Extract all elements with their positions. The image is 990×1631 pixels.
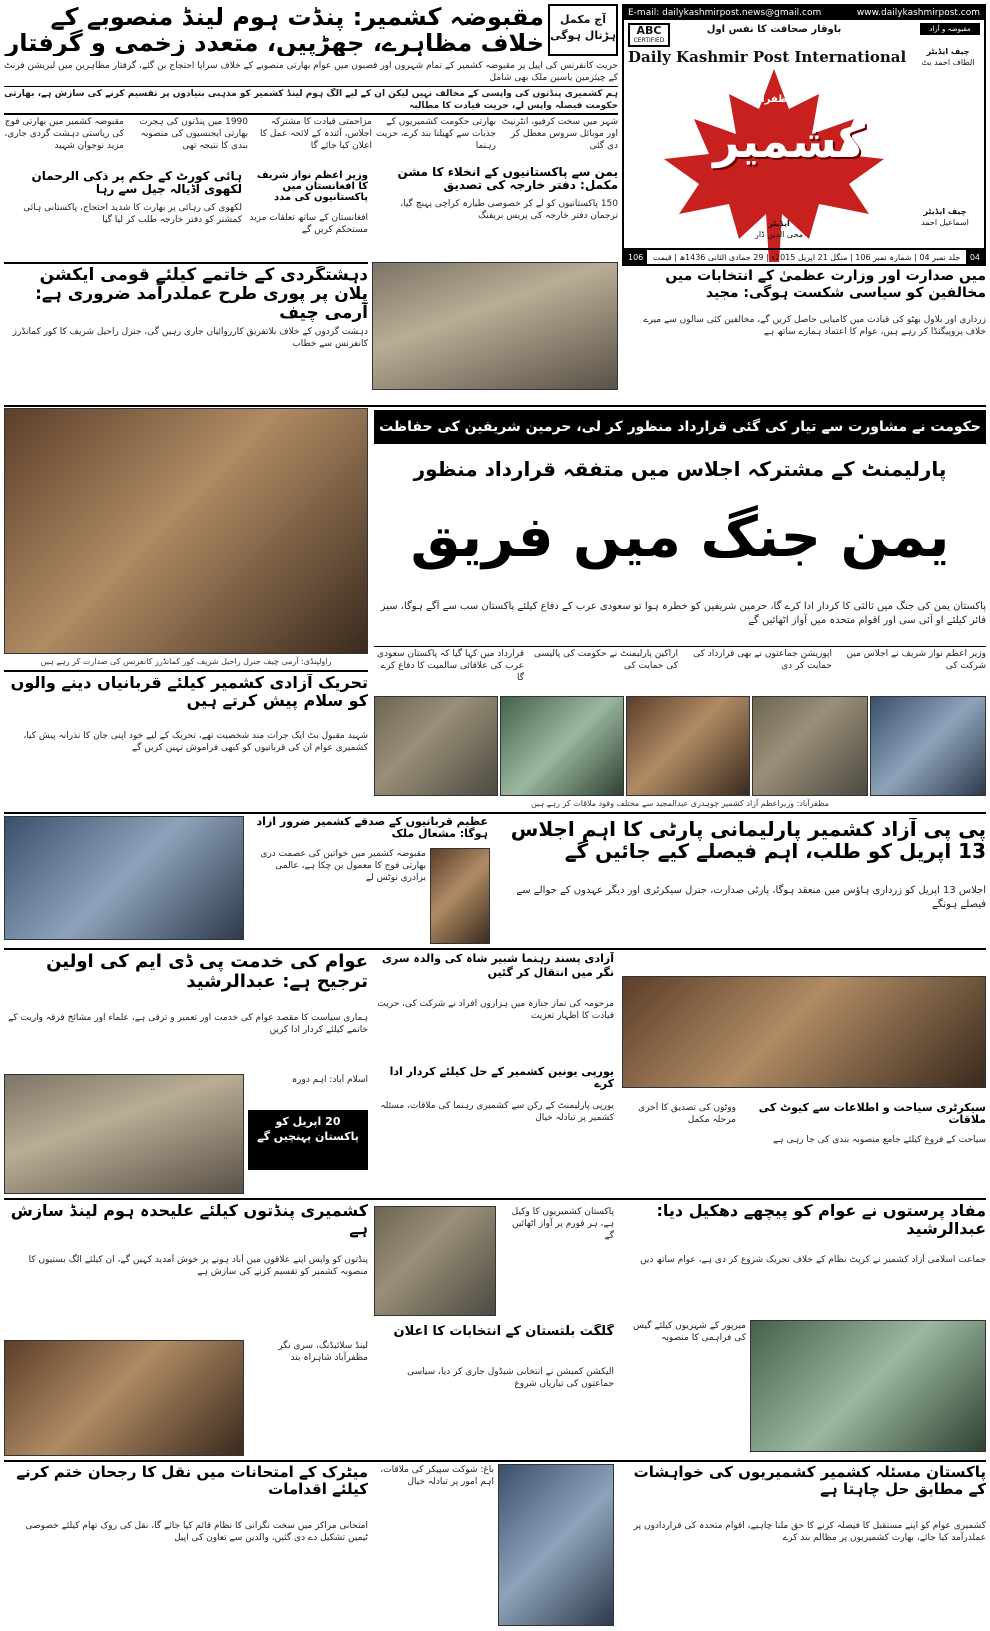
- date-text: جلد نمبر 04 | شمارہ نمبر 106 | منگل 21 اپریل 2015ء | 29 جمادی الثانی 1436ھ | قیمت: [652, 253, 961, 262]
- divider: [4, 948, 986, 950]
- gilgit-headline: گلگت بلتستان کے انتخابات کا اعلان: [393, 1324, 614, 1339]
- masthead: [622, 4, 986, 266]
- meeting-caption: مظفرآباد: وزیراعظم آزاد کشمیر چوہدری عبدالمجید سے مختلف وفود ملاقات کر رہے ہیں: [530, 799, 830, 808]
- ppp-body: اجلاس 13 اپریل کو زرداری ہاؤس میں منعقد ہوگا، پارٹی صدارت، جنرل سیکرٹری اور دیگر عہدوں کے حوالے سے فیصلے ہونگے: [516, 885, 986, 910]
- bottom-left-headline: میٹرک کے امتحانات میں نقل کا رجحان ختم کرنے کیلئے اقدامات: [16, 1464, 368, 1498]
- col-b-headline: ہائی کورٹ کے حکم پر ذکی الرحمان لکھوی اڈیالہ جیل سے رہا: [31, 170, 242, 197]
- top-body: حریت کانفرنس کی اپیل پر مقبوضہ کشمیر کے تمام شہروں اور قصبوں میں عوام بھارتی منصوبے کے خلاف سراپا احتجاج بن گئے، گرفتار مظاہرین میں لبریشن فرنٹ کے چیئرمین یاسین ملک بھی شامل: [4, 61, 618, 83]
- divider: [4, 405, 986, 407]
- main-col: اپوزیشن جماعتوں نے بھی قرارداد کی حمایت کر دی: [693, 649, 832, 671]
- protest-photo: [372, 262, 618, 390]
- small-title: روزنامہ: [872, 124, 904, 135]
- woman-body: مقبوضہ کشمیر میں خواتین کی عصمت دری بھارتی فوج کا معمول بن چکا ہے، عالمی برادری نوٹس لے: [260, 849, 426, 883]
- main-sub-headline: پارلیمنٹ کے مشترکہ اجلاس میں متفقہ قرارداد منظور: [413, 457, 947, 481]
- eu-body: یورپی پارلیمنٹ کے رکن سے کشمیری رہنما کی ملاقات، مسئلہ کشمیر پر تبادلہ خیال: [380, 1101, 614, 1123]
- mafia-headline: مفاد پرستوں نے عوام کو پیچھے دھکیل دیا: عبدالرشید: [656, 1202, 986, 1238]
- main-col: اراکین پارلیمنٹ نے حکومت کی پالیسی کی حمایت کی: [534, 649, 678, 671]
- col-b-body: لکھوی کی رہائی پر بھارت کا شدید احتجاج، پاکستانی ہائی کمشنر کو دفتر خارجہ طلب کر لیا گیا: [23, 203, 242, 225]
- tagline-text: مقبوضہ و آزاد: [929, 25, 971, 33]
- top-badge: [548, 4, 618, 56]
- azad-body: شہید مقبول بٹ ایک جرات مند شخصیت تھے، تحریک کے لیے خود اپنی جان کا نذرانہ پیش کیا، کشمیری عوام ان کی قربانیوں کو کبھی فراموش نہیں کریں گے: [23, 731, 368, 753]
- subtitle: مظفرآباد: [748, 94, 794, 105]
- votes-story: ووٹوں کی تصدیق کا آخری مرحلہ مکمل: [638, 1103, 736, 1125]
- pandit2-headline: کشمیری پنڈتوں کیلئے علیحدہ ہوم لینڈ سازش ہے: [10, 1202, 368, 1238]
- story-col: بھارتی حکومت کشمیریوں کے جذبات سے کھیلنا بند کرے، حریت رہنما: [376, 117, 496, 151]
- meeting-photo: [870, 696, 986, 796]
- pandit2-body: پنڈتوں کو واپس اپنے علاقوں میں آباد ہونے پر خوش آمدید کہیں گے، ان کیلئے الگ بستیوں کا منصوبہ کشمیر کو تقسیم کرنے کی سازش ہے: [28, 1255, 368, 1277]
- main-col: وزیر اعظم نواز شریف نے اجلاس میں شرکت کی: [846, 649, 986, 671]
- chief-editor-name: الطاف احمد بٹ: [921, 58, 975, 67]
- event-photo: [4, 816, 244, 940]
- meeting-photo: [626, 696, 750, 796]
- woman-photo: [430, 848, 490, 944]
- abc-label: ABC: [636, 24, 662, 37]
- top-sub: ہم کشمیری پنڈتوں کی واپسی کے مخالف نہیں لیکن ان کے لیے الگ ہوم لینڈ کشمیر کو مذہبی بنیادوں پر تقسیم کرنے کی سازش ہے، بھارتی حکومت فیصلہ واپس لے، حریت قیادت کا مطالبہ: [4, 89, 618, 111]
- abc-badge: [628, 23, 670, 47]
- resident-block: [910, 206, 980, 228]
- english-name: Daily Kashmir Post International: [628, 48, 907, 66]
- website-text: www.dailykashmirpost.com: [856, 8, 980, 18]
- divider: [4, 1198, 986, 1200]
- masthead-email: [624, 6, 984, 20]
- chief-editor-block: [916, 46, 980, 68]
- awam-headline: عوام کی خدمت پی ڈی ایم کی اولین ترجیح ہے: عبدالرشید: [46, 952, 368, 992]
- story-col: مزاحمتی قیادت کا مشترکہ اجلاس، آئندہ کے لائحہ عمل کا اعلان کیا جائے گا: [259, 117, 372, 151]
- abc-sub: CERTIFIED: [633, 37, 665, 44]
- side-story: میرپور کے شہریوں کیلئے گیس کی فراہمی کا منصوبہ: [633, 1321, 746, 1343]
- tourism-headline: سیکرٹری سیاحت و اطلاعات سے کیوٹ کی ملاقات: [758, 1102, 986, 1127]
- azad-headline: تحریک آزادی کشمیر کیلئے قربانیاں دینے والوں کو سلام پیش کرتے ہیں: [10, 674, 368, 710]
- editor-label: ایڈیٹر: [768, 219, 790, 228]
- main-photo-caption: راولپنڈی: آرمی چیف جنرل راحیل شریف کور کمانڈرز کانفرنس کی صدارت کر رہے ہیں: [40, 657, 332, 666]
- col-a-headline: یمن سے پاکستانیوں کے انخلاء کا مشن مکمل: دفتر خارجہ کی تصدیق: [397, 166, 618, 193]
- main-photo: [4, 408, 368, 654]
- leaders-photo: [374, 1206, 496, 1316]
- april-box: 20 اپریل کو پاکستان پہنچیں گے: [248, 1110, 368, 1170]
- gilgit-body: الیکشن کمیشن نے انتخابی شیڈول جاری کر دیا، سیاسی جماعتوں کی تیاریاں شروع: [407, 1367, 614, 1389]
- col-c-body: افغانستان کے ساتھ تعلقات مزید مستحکم کریں گے: [249, 213, 368, 235]
- army-headline: دہشتگردی کے خاتمے کیلئے قومی ایکشن پلان پر پوری طرح عملدرآمد ضروری ہے: آرمی چیف: [35, 266, 368, 322]
- army-body: دہشت گردوں کے خلاف بلاتفریق کارروائیاں جاری رہیں گی، جنرل راحیل شریف کا کور کمانڈرز کانفرنس سے خطاب: [12, 327, 368, 349]
- ceremony-photo: [750, 1320, 986, 1452]
- woman-headline: عظیم قربانیوں کے صدقے کشمیر ضرور آزاد ہوگا: مشعال ملک: [256, 816, 488, 841]
- desk-photo: [4, 1340, 244, 1456]
- story-col: شہر میں سخت کرفیو، انٹرنیٹ اور موبائل سروس معطل کر دی گئی: [501, 117, 618, 151]
- office-photo: [622, 976, 986, 1088]
- meeting-photo: [374, 696, 498, 796]
- main-col: قرارداد میں کہا گیا کہ پاکستان سعودی عرب کی علاقائی سالمیت کا دفاع کرے گا: [377, 649, 524, 683]
- bottom-mid-story: باغ: شوکت سپیکر کی ملاقات، اہم امور پر تبادلہ خیال: [380, 1465, 494, 1487]
- vol-left: 106: [624, 250, 647, 264]
- divider: [4, 113, 618, 115]
- family-photo: [4, 1074, 244, 1194]
- top-right-headline: مقبوضہ کشمیر: پنڈت ہوم لینڈ منصوبے کے خلاف مظاہرے، جھڑپیں، متعدد زخمی و گرفتار: [5, 4, 544, 56]
- kanwal-body: مرحومہ کی نماز جنازہ میں ہزاروں افراد نے شرکت کی، حریت قیادت کا اظہار تعزیت: [377, 999, 614, 1021]
- email-text: E-mail: dailykashmirpost.news@gmail.com: [628, 8, 822, 18]
- story-col: مقبوضہ کشمیر میں بھارتی فوج کی ریاستی دہشت گردی جاری، مزید نوجوان شہید: [4, 117, 124, 151]
- resident-name: اسماعیل احمد: [921, 218, 969, 227]
- bottom-left-body: امتحانی مراکز میں سخت نگرانی کا نظام قائم کیا جائے گا، نقل کی روک تھام کیلئے خصوصی ٹیمیں تشکیل دے دی گئیں، والدین سے تعاون کی اپیل: [25, 1521, 368, 1543]
- tourism-body: سیاحت کے فروغ کیلئے جامع منصوبہ بندی کی جا رہی ہے: [773, 1135, 986, 1145]
- main-body: پاکستان یمن کی جنگ میں ثالثی کا کردار ادا کرے گا، حرمین شریفین کو خطرہ ہوا تو سعودی عرب کے دفاع کیلئے پاکستان سب سے آگے ہوگا، سیز فائر کیلئے او آئی سی اور اقوام متحدہ میں آواز اٹھائیں گے: [380, 601, 986, 626]
- main-top-banner: حکومت نے مشاورت سے تیار کی گئی قرارداد منظور کر لی، حرمین شریفین کی حفاظت: [374, 410, 986, 444]
- col-c-headline: وزیر اعظم نواز شریف کا افغانستان میں پاکستانیوں کی مدد: [256, 170, 368, 203]
- side-story: اسلام آباد: اہم دورہ: [291, 1075, 368, 1085]
- top-badge-text: آج مکمل ہڑتال ہوگی: [550, 13, 616, 42]
- meeting-photo: [752, 696, 868, 796]
- divider: [4, 670, 368, 672]
- vol-right: 04: [966, 250, 984, 264]
- date-line: [624, 248, 984, 264]
- right-story: پاکستان کشمیریوں کا وکیل ہے، ہر فورم پر آواز اٹھائیں گے: [511, 1207, 614, 1241]
- slogan: باوقار صحافت کا نفس اول: [706, 24, 842, 35]
- chief-editor-label: چیف ایڈیٹر: [926, 47, 970, 56]
- mafia-body: جماعت اسلامی آزاد کشمیر نے کرپٹ نظام کے خلاف تحریک شروع کر دی ہے، عوام ساتھ دیں: [640, 1255, 986, 1265]
- editor-name: محی الدین ڈار: [754, 230, 804, 239]
- urdu-name: کشمیر: [713, 114, 865, 168]
- kanwal-headline: آزادی پسند رہنما شبیر شاہ کی والدہ سری نگر میں انتقال کر گئیں: [381, 952, 614, 979]
- story-col: 1990 میں پنڈتوں کی ہجرت بھارتی ایجنسیوں کی منصوبہ بندی کا نتیجہ تھی: [139, 117, 248, 151]
- ppp-headline: پی پی آزاد کشمیر پارلیمانی پارٹی کا اہم اجلاس 13 اپریل کو طلب، اہم فیصلے کیے جائیں گے: [510, 818, 986, 863]
- divider: [4, 812, 986, 814]
- president-body: زرداری اور بلاول بھٹو کی قیادت میں کامیابی حاصل کریں گے، مخالفین کئی سالوں سے میرے خلاف پروپیگنڈا کر رہے ہیں، عوام کا اعتماد ہمارے ساتھ ہے: [643, 315, 986, 337]
- awam-body: ہماری سیاست کا مقصد عوام کی خدمت اور تعمیر و ترقی ہے، علماء اور مشائخ فرقہ واریت کے خاتمے کیلئے کردار ادا کریں: [8, 1013, 368, 1035]
- editor-block: [744, 218, 814, 240]
- eu-headline: یورپی یونین کشمیر کے حل کیلئے کردار ادا کرے: [389, 1066, 614, 1091]
- meeting-photo: [500, 696, 624, 796]
- resident-label: چیف ایڈیٹر: [923, 207, 967, 216]
- col-a-body: 150 پاکستانیوں کو لے کر خصوصی طیارہ کراچی پہنچ گیا، ترجمان دفتر خارجہ کی پریس بریفنگ: [400, 199, 618, 221]
- president-headline: میں صدارت اور وزارت عظمیٰ کے انتخابات میں مخالفین کو سیاسی شکست ہوگی: مجید: [665, 268, 986, 301]
- bottom-right-body: کشمیری عوام کو اپنے مستقبل کا فیصلہ کرنے کا حق ملنا چاہیے، اقوام متحدہ کی قراردادوں پر عملدرآمد کیا جائے، بھارت کشمیریوں پر مظالم بند کرے: [633, 1521, 986, 1543]
- divider: [4, 1460, 986, 1462]
- main-headline: یمن جنگ میں فریق: [410, 505, 950, 570]
- tagline-box: [920, 23, 980, 35]
- bottom-right-headline: پاکستان مسئلہ کشمیر کشمیریوں کی خواہشات کے مطابق حل چاہتا ہے: [633, 1464, 986, 1498]
- side-story: لینڈ سلائیڈنگ، سری نگر مظفرآباد شاہراہ بند: [278, 1341, 368, 1363]
- divider: [4, 86, 618, 87]
- portrait-photo: [498, 1464, 614, 1626]
- divider: [374, 646, 986, 647]
- divider: [4, 262, 368, 264]
